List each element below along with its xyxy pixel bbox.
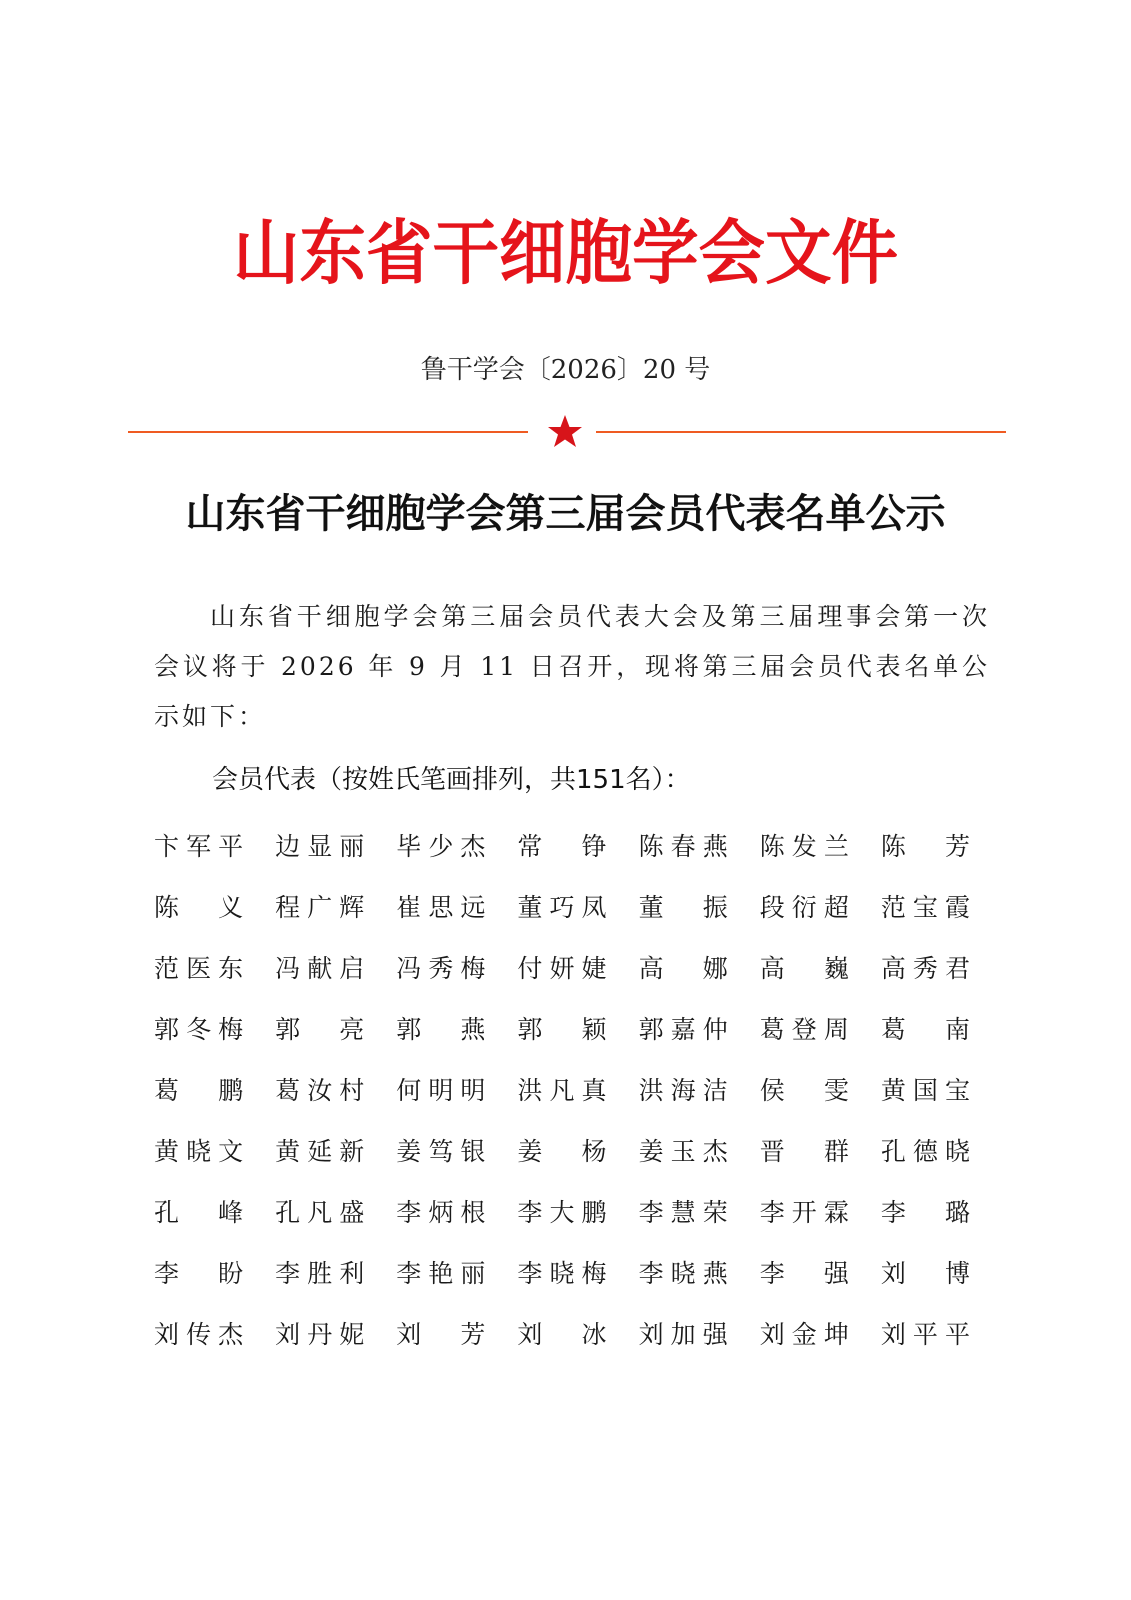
member-name: 黄 国 宝 [880, 1075, 970, 1105]
names-row [154, 1302, 1002, 1363]
member-name: 陈 春 燕 [638, 831, 728, 861]
member-name: 郭 颖 [517, 1014, 607, 1044]
member-name: 范 医 东 [154, 953, 244, 983]
star-icon [545, 412, 585, 452]
member-name: 李 开 霖 [759, 1197, 849, 1227]
page-title: 山东省干细胞学会第三届会员代表名单公示 [185, 490, 946, 537]
member-name: 李 慧 荣 [638, 1197, 728, 1227]
member-name: 葛 汝 村 [275, 1075, 365, 1105]
member-name-list [154, 814, 1002, 1363]
member-name: 李 炳 根 [396, 1197, 486, 1227]
member-name: 孔 德 晓 [880, 1136, 970, 1166]
member-name: 陈 发 兰 [759, 831, 849, 861]
member-name: 李 艳 丽 [396, 1258, 486, 1288]
document-number: 鲁干学会〔2026〕20 号 [420, 355, 711, 385]
member-name: 董 振 [638, 892, 728, 922]
member-name: 葛 登 周 [759, 1014, 849, 1044]
member-name: 边 显 丽 [275, 831, 365, 861]
member-name: 郭 亮 [275, 1014, 365, 1044]
member-name: 晋 群 [759, 1136, 849, 1166]
member-name: 段 衍 超 [759, 892, 849, 922]
names-row [154, 814, 1002, 875]
divider-line-right [596, 431, 1006, 433]
member-name: 姜 杨 [517, 1136, 607, 1166]
member-name: 黄 晓 文 [154, 1136, 244, 1166]
names-row [154, 1058, 1002, 1119]
member-name: 葛 南 [880, 1014, 970, 1044]
member-name: 洪 海 洁 [638, 1075, 728, 1105]
document-header-title: 山东省干细胞学会文件 [233, 211, 899, 294]
member-name: 高 巍 [759, 953, 849, 983]
member-name: 李 胜 利 [275, 1258, 365, 1288]
member-name: 葛 鹏 [154, 1075, 244, 1105]
member-name: 李 晓 燕 [638, 1258, 728, 1288]
member-name: 姜 笃 银 [396, 1136, 486, 1166]
names-row [154, 875, 1002, 936]
member-name: 卞 军 平 [154, 831, 244, 861]
names-row [154, 936, 1002, 997]
member-name: 陈 芳 [880, 831, 970, 861]
member-name: 李 璐 [880, 1197, 970, 1227]
member-list-heading: 会员代表（按姓氏笔画排列，共151名）： [212, 765, 691, 795]
member-name: 刘 冰 [517, 1319, 607, 1349]
names-row [154, 1119, 1002, 1180]
member-name: 李 晓 梅 [517, 1258, 607, 1288]
member-name: 毕 少 杰 [396, 831, 486, 861]
member-name: 李 强 [759, 1258, 849, 1288]
member-name: 刘 金 坤 [759, 1319, 849, 1349]
member-name: 陈 义 [154, 892, 244, 922]
member-name: 高 娜 [638, 953, 728, 983]
member-name: 洪 凡 真 [517, 1075, 607, 1105]
member-name: 郭 嘉 仲 [638, 1014, 728, 1044]
member-name: 李 盼 [154, 1258, 244, 1288]
member-name: 冯 献 启 [275, 953, 365, 983]
member-name: 李 大 鹏 [517, 1197, 607, 1227]
header-divider [0, 412, 1131, 452]
member-name: 高 秀 君 [880, 953, 970, 983]
member-name: 刘 芳 [396, 1319, 486, 1349]
member-name: 董 巧 凤 [517, 892, 607, 922]
member-name: 冯 秀 梅 [396, 953, 486, 983]
names-row [154, 997, 1002, 1058]
member-name: 刘 传 杰 [154, 1319, 244, 1349]
names-row [154, 1241, 1002, 1302]
member-name: 刘 平 平 [880, 1319, 970, 1349]
member-name: 郭 冬 梅 [154, 1014, 244, 1044]
member-name: 崔 思 远 [396, 892, 486, 922]
member-name: 刘 加 强 [638, 1319, 728, 1349]
member-name: 刘 丹 妮 [275, 1319, 365, 1349]
intro-paragraph: 山东省干细胞学会第三届会员代表大会及第三届理事会第一次会议将于 2026 年 9 月 11 日召开，现将第三届会员代表名单公示如下： [154, 602, 990, 731]
member-name: 黄 延 新 [275, 1136, 365, 1166]
names-row [154, 1180, 1002, 1241]
member-name: 姜 玉 杰 [638, 1136, 728, 1166]
member-name: 何 明 明 [396, 1075, 486, 1105]
member-name: 刘 博 [880, 1258, 970, 1288]
member-name: 范 宝 霞 [880, 892, 970, 922]
member-name: 程 广 辉 [275, 892, 365, 922]
member-name: 郭 燕 [396, 1014, 486, 1044]
member-name: 孔 峰 [154, 1197, 244, 1227]
member-name: 常 铮 [517, 831, 607, 861]
member-name: 侯 雯 [759, 1075, 849, 1105]
member-name: 孔 凡 盛 [275, 1197, 365, 1227]
member-name: 付 妍 婕 [517, 953, 607, 983]
divider-line-left [128, 431, 528, 433]
